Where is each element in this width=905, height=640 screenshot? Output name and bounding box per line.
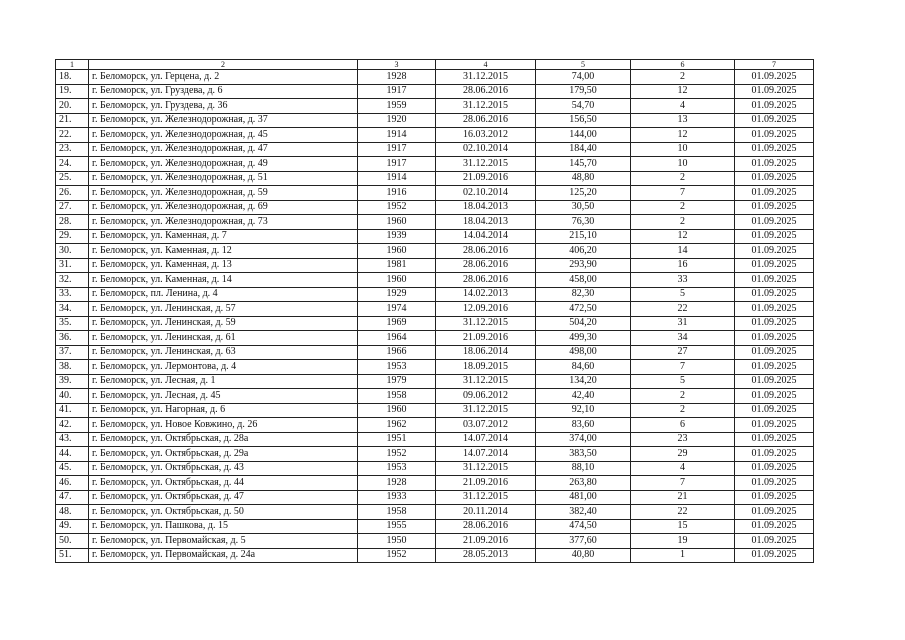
row-number-cell: 23.	[56, 142, 89, 157]
row-number-cell: 29.	[56, 229, 89, 244]
row-number-cell: 49.	[56, 519, 89, 534]
survey-date-cell: 28.06.2016	[436, 84, 536, 99]
area-cell: 42,40	[536, 389, 631, 404]
row-number-cell: 50.	[56, 534, 89, 549]
residents-cell: 12	[631, 229, 735, 244]
address-cell: г. Беломорск, ул. Железнодорожная, д. 51	[89, 171, 358, 186]
row-number-cell: 31.	[56, 258, 89, 273]
deadline-date-cell: 01.09.2025	[735, 360, 814, 375]
table-row	[56, 171, 814, 186]
area-cell: 144,00	[536, 128, 631, 143]
area-cell: 84,60	[536, 360, 631, 375]
survey-date-cell: 28.06.2016	[436, 273, 536, 288]
deadline-date-cell: 01.09.2025	[735, 302, 814, 317]
build-year-cell: 1979	[358, 374, 436, 389]
build-year-cell: 1917	[358, 157, 436, 172]
survey-date-cell: 31.12.2015	[436, 99, 536, 114]
row-number-cell: 22.	[56, 128, 89, 143]
address-cell: г. Беломорск, ул. Лесная, д. 1	[89, 374, 358, 389]
row-number-cell: 27.	[56, 200, 89, 215]
address-cell: г. Беломорск, ул. Ленинская, д. 59	[89, 316, 358, 331]
residents-cell: 2	[631, 200, 735, 215]
table-row	[56, 316, 814, 331]
survey-date-cell: 02.10.2014	[436, 142, 536, 157]
residents-cell: 7	[631, 476, 735, 491]
build-year-cell: 1920	[358, 113, 436, 128]
address-cell: г. Беломорск, ул. Октябрьская, д. 29а	[89, 447, 358, 462]
area-cell: 134,20	[536, 374, 631, 389]
table-row	[56, 548, 814, 563]
registry-body	[56, 70, 814, 563]
area-cell: 377,60	[536, 534, 631, 549]
survey-date-cell: 18.04.2013	[436, 215, 536, 230]
survey-date-cell: 31.12.2015	[436, 490, 536, 505]
table-row	[56, 244, 814, 259]
deadline-date-cell: 01.09.2025	[735, 490, 814, 505]
residents-cell: 4	[631, 99, 735, 114]
area-cell: 30,50	[536, 200, 631, 215]
housing-registry-table	[55, 59, 814, 563]
row-number-cell: 34.	[56, 302, 89, 317]
deadline-date-cell: 01.09.2025	[735, 157, 814, 172]
survey-date-cell: 21.09.2016	[436, 476, 536, 491]
survey-date-cell: 21.09.2016	[436, 171, 536, 186]
area-cell: 382,40	[536, 505, 631, 520]
build-year-cell: 1952	[358, 200, 436, 215]
deadline-date-cell: 01.09.2025	[735, 519, 814, 534]
survey-date-cell: 12.09.2016	[436, 302, 536, 317]
deadline-date-cell: 01.09.2025	[735, 447, 814, 462]
area-cell: 48,80	[536, 171, 631, 186]
column-number-header: 4	[436, 60, 536, 70]
build-year-cell: 1916	[358, 186, 436, 201]
deadline-date-cell: 01.09.2025	[735, 99, 814, 114]
residents-cell: 7	[631, 186, 735, 201]
address-cell: г. Беломорск, ул. Пашкова, д. 15	[89, 519, 358, 534]
survey-date-cell: 31.12.2015	[436, 374, 536, 389]
survey-date-cell: 28.06.2016	[436, 519, 536, 534]
survey-date-cell: 28.06.2016	[436, 258, 536, 273]
table-row	[56, 360, 814, 375]
survey-date-cell: 09.06.2012	[436, 389, 536, 404]
survey-date-cell: 31.12.2015	[436, 316, 536, 331]
survey-date-cell: 14.07.2014	[436, 432, 536, 447]
survey-date-cell: 28.06.2016	[436, 244, 536, 259]
survey-date-cell: 20.11.2014	[436, 505, 536, 520]
area-cell: 83,60	[536, 418, 631, 433]
residents-cell: 31	[631, 316, 735, 331]
deadline-date-cell: 01.09.2025	[735, 128, 814, 143]
deadline-date-cell: 01.09.2025	[735, 461, 814, 476]
survey-date-cell: 18.09.2015	[436, 360, 536, 375]
build-year-cell: 1958	[358, 505, 436, 520]
address-cell: г. Беломорск, ул. Ленинская, д. 61	[89, 331, 358, 346]
row-number-cell: 51.	[56, 548, 89, 563]
area-cell: 263,80	[536, 476, 631, 491]
address-cell: г. Беломорск, ул. Железнодорожная, д. 49	[89, 157, 358, 172]
build-year-cell: 1953	[358, 360, 436, 375]
deadline-date-cell: 01.09.2025	[735, 70, 814, 85]
residents-cell: 5	[631, 374, 735, 389]
table-row	[56, 534, 814, 549]
residents-cell: 4	[631, 461, 735, 476]
address-cell: г. Беломорск, ул. Нагорная, д. 6	[89, 403, 358, 418]
row-number-cell: 30.	[56, 244, 89, 259]
deadline-date-cell: 01.09.2025	[735, 534, 814, 549]
row-number-cell: 47.	[56, 490, 89, 505]
row-number-cell: 19.	[56, 84, 89, 99]
build-year-cell: 1933	[358, 490, 436, 505]
area-cell: 184,40	[536, 142, 631, 157]
column-number-header: 7	[735, 60, 814, 70]
address-cell: г. Беломорск, пл. Ленина, д. 4	[89, 287, 358, 302]
deadline-date-cell: 01.09.2025	[735, 432, 814, 447]
deadline-date-cell: 01.09.2025	[735, 84, 814, 99]
build-year-cell: 1914	[358, 171, 436, 186]
table-row	[56, 200, 814, 215]
area-cell: 472,50	[536, 302, 631, 317]
address-cell: г. Беломорск, ул. Железнодорожная, д. 47	[89, 142, 358, 157]
build-year-cell: 1960	[358, 215, 436, 230]
table-row	[56, 403, 814, 418]
survey-date-cell: 28.06.2016	[436, 113, 536, 128]
table-row	[56, 186, 814, 201]
table-row	[56, 70, 814, 85]
row-number-cell: 39.	[56, 374, 89, 389]
table-row	[56, 461, 814, 476]
residents-cell: 14	[631, 244, 735, 259]
deadline-date-cell: 01.09.2025	[735, 186, 814, 201]
area-cell: 383,50	[536, 447, 631, 462]
deadline-date-cell: 01.09.2025	[735, 273, 814, 288]
build-year-cell: 1955	[358, 519, 436, 534]
build-year-cell: 1914	[358, 128, 436, 143]
table-row	[56, 287, 814, 302]
row-number-cell: 48.	[56, 505, 89, 520]
survey-date-cell: 21.09.2016	[436, 534, 536, 549]
residents-cell: 16	[631, 258, 735, 273]
build-year-cell: 1939	[358, 229, 436, 244]
deadline-date-cell: 01.09.2025	[735, 229, 814, 244]
build-year-cell: 1960	[358, 403, 436, 418]
row-number-cell: 46.	[56, 476, 89, 491]
table-row	[56, 215, 814, 230]
deadline-date-cell: 01.09.2025	[735, 316, 814, 331]
deadline-date-cell: 01.09.2025	[735, 374, 814, 389]
residents-cell: 12	[631, 128, 735, 143]
survey-date-cell: 14.02.2013	[436, 287, 536, 302]
survey-date-cell: 21.09.2016	[436, 331, 536, 346]
address-cell: г. Беломорск, ул. Каменная, д. 7	[89, 229, 358, 244]
address-cell: г. Беломорск, ул. Октябрьская, д. 44	[89, 476, 358, 491]
address-cell: г. Беломорск, ул. Груздева, д. 6	[89, 84, 358, 99]
area-cell: 145,70	[536, 157, 631, 172]
table-row	[56, 374, 814, 389]
deadline-date-cell: 01.09.2025	[735, 113, 814, 128]
build-year-cell: 1969	[358, 316, 436, 331]
table-row	[56, 505, 814, 520]
deadline-date-cell: 01.09.2025	[735, 200, 814, 215]
row-number-cell: 25.	[56, 171, 89, 186]
area-cell: 156,50	[536, 113, 631, 128]
row-number-cell: 28.	[56, 215, 89, 230]
address-cell: г. Беломорск, ул. Железнодорожная, д. 45	[89, 128, 358, 143]
area-cell: 179,50	[536, 84, 631, 99]
table-row	[56, 331, 814, 346]
residents-cell: 22	[631, 505, 735, 520]
build-year-cell: 1950	[358, 534, 436, 549]
residents-cell: 1	[631, 548, 735, 563]
build-year-cell: 1928	[358, 70, 436, 85]
deadline-date-cell: 01.09.2025	[735, 171, 814, 186]
residents-cell: 6	[631, 418, 735, 433]
address-cell: г. Беломорск, ул. Октябрьская, д. 43	[89, 461, 358, 476]
build-year-cell: 1959	[358, 99, 436, 114]
table-row	[56, 273, 814, 288]
address-cell: г. Беломорск, ул. Каменная, д. 13	[89, 258, 358, 273]
address-cell: г. Беломорск, ул. Ленинская, д. 57	[89, 302, 358, 317]
table-row	[56, 99, 814, 114]
survey-date-cell: 31.12.2015	[436, 403, 536, 418]
area-cell: 125,20	[536, 186, 631, 201]
survey-date-cell: 16.03.2012	[436, 128, 536, 143]
address-cell: г. Беломорск, ул. Октябрьская, д. 47	[89, 490, 358, 505]
address-cell: г. Беломорск, ул. Лесная, д. 45	[89, 389, 358, 404]
deadline-date-cell: 01.09.2025	[735, 345, 814, 360]
residents-cell: 13	[631, 113, 735, 128]
build-year-cell: 1929	[358, 287, 436, 302]
deadline-date-cell: 01.09.2025	[735, 142, 814, 157]
row-number-cell: 18.	[56, 70, 89, 85]
build-year-cell: 1966	[358, 345, 436, 360]
deadline-date-cell: 01.09.2025	[735, 287, 814, 302]
area-cell: 92,10	[536, 403, 631, 418]
row-number-cell: 43.	[56, 432, 89, 447]
survey-date-cell: 03.07.2012	[436, 418, 536, 433]
area-cell: 374,00	[536, 432, 631, 447]
build-year-cell: 1960	[358, 273, 436, 288]
residents-cell: 33	[631, 273, 735, 288]
table-row	[56, 490, 814, 505]
build-year-cell: 1960	[358, 244, 436, 259]
residents-cell: 5	[631, 287, 735, 302]
build-year-cell: 1917	[358, 84, 436, 99]
column-number-header: 5	[536, 60, 631, 70]
area-cell: 40,80	[536, 548, 631, 563]
table-row	[56, 84, 814, 99]
deadline-date-cell: 01.09.2025	[735, 215, 814, 230]
build-year-cell: 1952	[358, 447, 436, 462]
build-year-cell: 1974	[358, 302, 436, 317]
build-year-cell: 1953	[358, 461, 436, 476]
address-cell: г. Беломорск, ул. Железнодорожная, д. 73	[89, 215, 358, 230]
survey-date-cell: 14.04.2014	[436, 229, 536, 244]
survey-date-cell: 18.06.2014	[436, 345, 536, 360]
row-number-cell: 32.	[56, 273, 89, 288]
address-cell: г. Беломорск, ул. Первомайская, д. 5	[89, 534, 358, 549]
row-number-cell: 21.	[56, 113, 89, 128]
address-cell: г. Беломорск, ул. Каменная, д. 14	[89, 273, 358, 288]
address-cell: г. Беломорск, ул. Железнодорожная, д. 69	[89, 200, 358, 215]
row-number-cell: 40.	[56, 389, 89, 404]
residents-cell: 29	[631, 447, 735, 462]
row-number-cell: 37.	[56, 345, 89, 360]
table-row	[56, 418, 814, 433]
deadline-date-cell: 01.09.2025	[735, 548, 814, 563]
table-row	[56, 302, 814, 317]
build-year-cell: 1951	[358, 432, 436, 447]
address-cell: г. Беломорск, ул. Каменная, д. 12	[89, 244, 358, 259]
area-cell: 504,20	[536, 316, 631, 331]
table-row	[56, 142, 814, 157]
area-cell: 76,30	[536, 215, 631, 230]
survey-date-cell: 02.10.2014	[436, 186, 536, 201]
row-number-cell: 24.	[56, 157, 89, 172]
residents-cell: 7	[631, 360, 735, 375]
residents-cell: 12	[631, 84, 735, 99]
table-row	[56, 519, 814, 534]
residents-cell: 23	[631, 432, 735, 447]
area-cell: 458,00	[536, 273, 631, 288]
row-number-cell: 35.	[56, 316, 89, 331]
row-number-cell: 42.	[56, 418, 89, 433]
table-row	[56, 447, 814, 462]
address-cell: г. Беломорск, ул. Первомайская, д. 24а	[89, 548, 358, 563]
area-cell: 82,30	[536, 287, 631, 302]
row-number-cell: 41.	[56, 403, 89, 418]
row-number-cell: 45.	[56, 461, 89, 476]
area-cell: 406,20	[536, 244, 631, 259]
deadline-date-cell: 01.09.2025	[735, 418, 814, 433]
survey-date-cell: 14.07.2014	[436, 447, 536, 462]
table-row	[56, 128, 814, 143]
survey-date-cell: 31.12.2015	[436, 70, 536, 85]
build-year-cell: 1917	[358, 142, 436, 157]
residents-cell: 2	[631, 389, 735, 404]
table-row	[56, 389, 814, 404]
residents-cell: 34	[631, 331, 735, 346]
area-cell: 474,50	[536, 519, 631, 534]
residents-cell: 21	[631, 490, 735, 505]
survey-date-cell: 31.12.2015	[436, 157, 536, 172]
area-cell: 481,00	[536, 490, 631, 505]
address-cell: г. Беломорск, ул. Новое Ковжино, д. 26	[89, 418, 358, 433]
area-cell: 293,90	[536, 258, 631, 273]
address-cell: г. Беломорск, ул. Груздева, д. 36	[89, 99, 358, 114]
row-number-cell: 20.	[56, 99, 89, 114]
row-number-cell: 38.	[56, 360, 89, 375]
address-cell: г. Беломорск, ул. Октябрьская, д. 28а	[89, 432, 358, 447]
area-cell: 74,00	[536, 70, 631, 85]
build-year-cell: 1964	[358, 331, 436, 346]
table-row	[56, 113, 814, 128]
row-number-cell: 36.	[56, 331, 89, 346]
table-row	[56, 476, 814, 491]
build-year-cell: 1952	[358, 548, 436, 563]
deadline-date-cell: 01.09.2025	[735, 505, 814, 520]
residents-cell: 22	[631, 302, 735, 317]
row-number-cell: 44.	[56, 447, 89, 462]
deadline-date-cell: 01.09.2025	[735, 258, 814, 273]
address-cell: г. Беломорск, ул. Ленинская, д. 63	[89, 345, 358, 360]
area-cell: 498,00	[536, 345, 631, 360]
column-number-header: 1	[56, 60, 89, 70]
area-cell: 88,10	[536, 461, 631, 476]
build-year-cell: 1958	[358, 389, 436, 404]
table-row	[56, 432, 814, 447]
table-row	[56, 345, 814, 360]
residents-cell: 2	[631, 171, 735, 186]
table-row	[56, 229, 814, 244]
deadline-date-cell: 01.09.2025	[735, 403, 814, 418]
residents-cell: 10	[631, 157, 735, 172]
table-row	[56, 258, 814, 273]
residents-cell: 2	[631, 215, 735, 230]
residents-cell: 10	[631, 142, 735, 157]
column-number-header: 3	[358, 60, 436, 70]
residents-cell: 19	[631, 534, 735, 549]
build-year-cell: 1962	[358, 418, 436, 433]
column-number-row	[56, 60, 814, 70]
survey-date-cell: 28.05.2013	[436, 548, 536, 563]
survey-date-cell: 31.12.2015	[436, 461, 536, 476]
address-cell: г. Беломорск, ул. Железнодорожная, д. 59	[89, 186, 358, 201]
row-number-cell: 26.	[56, 186, 89, 201]
address-cell: г. Беломорск, ул. Герцена, д. 2	[89, 70, 358, 85]
residents-cell: 27	[631, 345, 735, 360]
table-row	[56, 157, 814, 172]
area-cell: 215,10	[536, 229, 631, 244]
deadline-date-cell: 01.09.2025	[735, 476, 814, 491]
build-year-cell: 1981	[358, 258, 436, 273]
area-cell: 54,70	[536, 99, 631, 114]
build-year-cell: 1928	[358, 476, 436, 491]
residents-cell: 15	[631, 519, 735, 534]
address-cell: г. Беломорск, ул. Октябрьская, д. 50	[89, 505, 358, 520]
column-number-header: 6	[631, 60, 735, 70]
area-cell: 499,30	[536, 331, 631, 346]
deadline-date-cell: 01.09.2025	[735, 389, 814, 404]
deadline-date-cell: 01.09.2025	[735, 244, 814, 259]
column-number-header: 2	[89, 60, 358, 70]
residents-cell: 2	[631, 403, 735, 418]
deadline-date-cell: 01.09.2025	[735, 331, 814, 346]
survey-date-cell: 18.04.2013	[436, 200, 536, 215]
residents-cell: 2	[631, 70, 735, 85]
address-cell: г. Беломорск, ул. Железнодорожная, д. 37	[89, 113, 358, 128]
row-number-cell: 33.	[56, 287, 89, 302]
address-cell: г. Беломорск, ул. Лермонтова, д. 4	[89, 360, 358, 375]
